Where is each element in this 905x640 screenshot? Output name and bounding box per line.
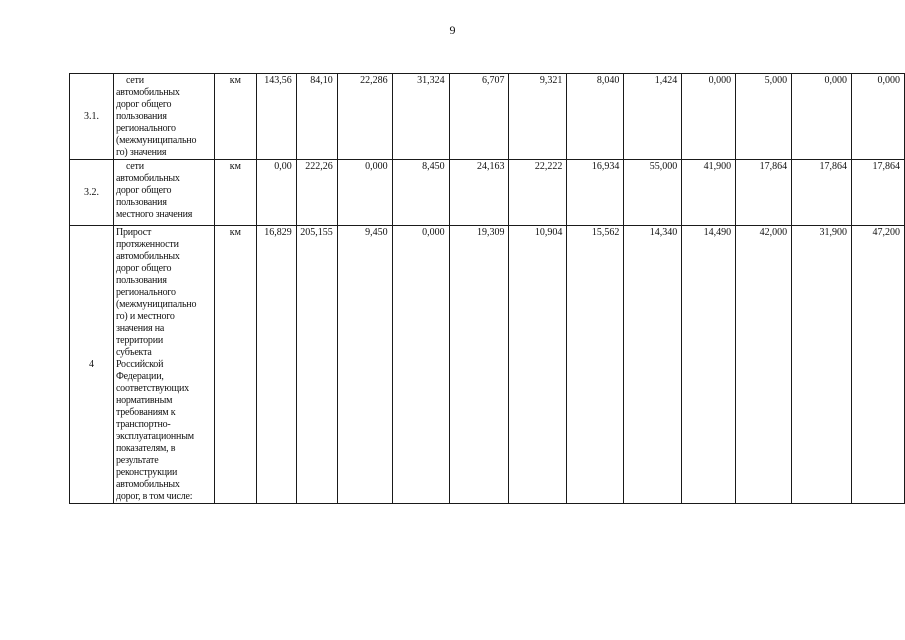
value-cell: 9,321	[509, 74, 567, 160]
page-number: 9	[449, 23, 456, 37]
table-row	[70, 226, 905, 504]
row-name-line: пользования	[115, 111, 167, 122]
row-name	[113, 74, 214, 160]
value-cell: 143,56	[256, 74, 296, 160]
value-cell: 42,000	[736, 226, 792, 504]
row-name-line: Российской	[115, 359, 164, 370]
value-cell: 0,000	[851, 74, 904, 160]
value-cell: 31,324	[392, 74, 449, 160]
value-cell: 8,040	[567, 74, 624, 160]
row-name-line: местного значения	[115, 209, 193, 220]
row-number: 3.2.	[70, 160, 114, 226]
row-name-line: (межмуниципально	[115, 299, 197, 310]
value-cell: 0,000	[682, 74, 736, 160]
value-cell: 1,424	[624, 74, 682, 160]
value-cell: 222,26	[296, 160, 337, 226]
value-cell: 17,864	[851, 160, 904, 226]
row-name-line: регионального	[115, 123, 176, 134]
row-name-line: значения на	[115, 323, 165, 334]
value-cell: 0,00	[256, 160, 296, 226]
value-cell: 17,864	[792, 160, 852, 226]
row-name-line: регионального	[115, 287, 176, 298]
value-cell: 41,900	[682, 160, 736, 226]
row-name-line: автомобильных	[115, 479, 180, 490]
row-name-line: Федерации,	[115, 371, 164, 382]
value-cell: 10,904	[509, 226, 567, 504]
row-name-line: реконструкции	[115, 467, 178, 478]
value-cell: 84,10	[296, 74, 337, 160]
row-name-line: дорог, в том числе:	[115, 491, 193, 502]
row-unit: км	[214, 74, 256, 160]
row-number: 4	[70, 226, 114, 504]
row-name	[113, 226, 214, 504]
value-cell: 16,829	[256, 226, 296, 504]
row-unit: км	[214, 226, 256, 504]
row-name-line: Прирост	[115, 227, 152, 238]
row-name-line: субъекта	[115, 347, 152, 358]
value-cell: 15,562	[567, 226, 624, 504]
value-cell: 8,450	[392, 160, 449, 226]
value-cell: 6,707	[449, 74, 509, 160]
row-name-line: территории	[115, 335, 164, 346]
row-name	[113, 160, 214, 226]
value-cell: 14,340	[624, 226, 682, 504]
row-name-line: показателям, в	[115, 443, 176, 454]
row-number: 3.1.	[70, 74, 114, 160]
value-cell: 24,163	[449, 160, 509, 226]
row-name-line: протяженности	[115, 239, 179, 250]
row-name-line: автомобильных	[115, 251, 180, 262]
value-cell: 17,864	[736, 160, 792, 226]
value-cell: 14,490	[682, 226, 736, 504]
row-name-line: дорог общего	[115, 263, 172, 274]
value-cell: 22,286	[337, 74, 392, 160]
value-cell: 31,900	[792, 226, 852, 504]
value-cell: 16,934	[567, 160, 624, 226]
value-cell: 47,200	[851, 226, 904, 504]
value-cell: 9,450	[337, 226, 392, 504]
row-name-line: требованиям к	[115, 407, 176, 418]
row-name-line: транспортно-	[115, 419, 171, 430]
value-cell: 19,309	[449, 226, 509, 504]
row-name-line: эксплуатационным	[115, 431, 194, 442]
value-cell: 55,000	[624, 160, 682, 226]
data-table	[69, 73, 905, 504]
row-name-line: сети	[125, 161, 144, 172]
value-cell: 0,000	[792, 74, 852, 160]
value-cell: 22,222	[509, 160, 567, 226]
row-name-line: автомобильных	[115, 87, 180, 98]
value-cell: 0,000	[392, 226, 449, 504]
row-name-line: результате	[115, 455, 159, 466]
row-name-line: пользования	[115, 197, 167, 208]
row-name-line: пользования	[115, 275, 167, 286]
row-name-line: соответствующих	[115, 383, 189, 394]
row-name-line: (межмуниципально	[115, 135, 197, 146]
table-row	[70, 74, 905, 160]
row-unit: км	[214, 160, 256, 226]
table-row	[70, 160, 905, 226]
value-cell: 0,000	[337, 160, 392, 226]
row-name-line: дорог общего	[115, 185, 172, 196]
row-name-line: го) и местного	[115, 311, 175, 322]
row-name-line: автомобильных	[115, 173, 180, 184]
row-name-line: дорог общего	[115, 99, 172, 110]
value-cell: 205,155	[296, 226, 337, 504]
row-name-line: нормативным	[115, 395, 173, 406]
row-name-line: го) значения	[115, 147, 167, 158]
row-name-line: сети	[125, 75, 144, 86]
value-cell: 5,000	[736, 74, 792, 160]
